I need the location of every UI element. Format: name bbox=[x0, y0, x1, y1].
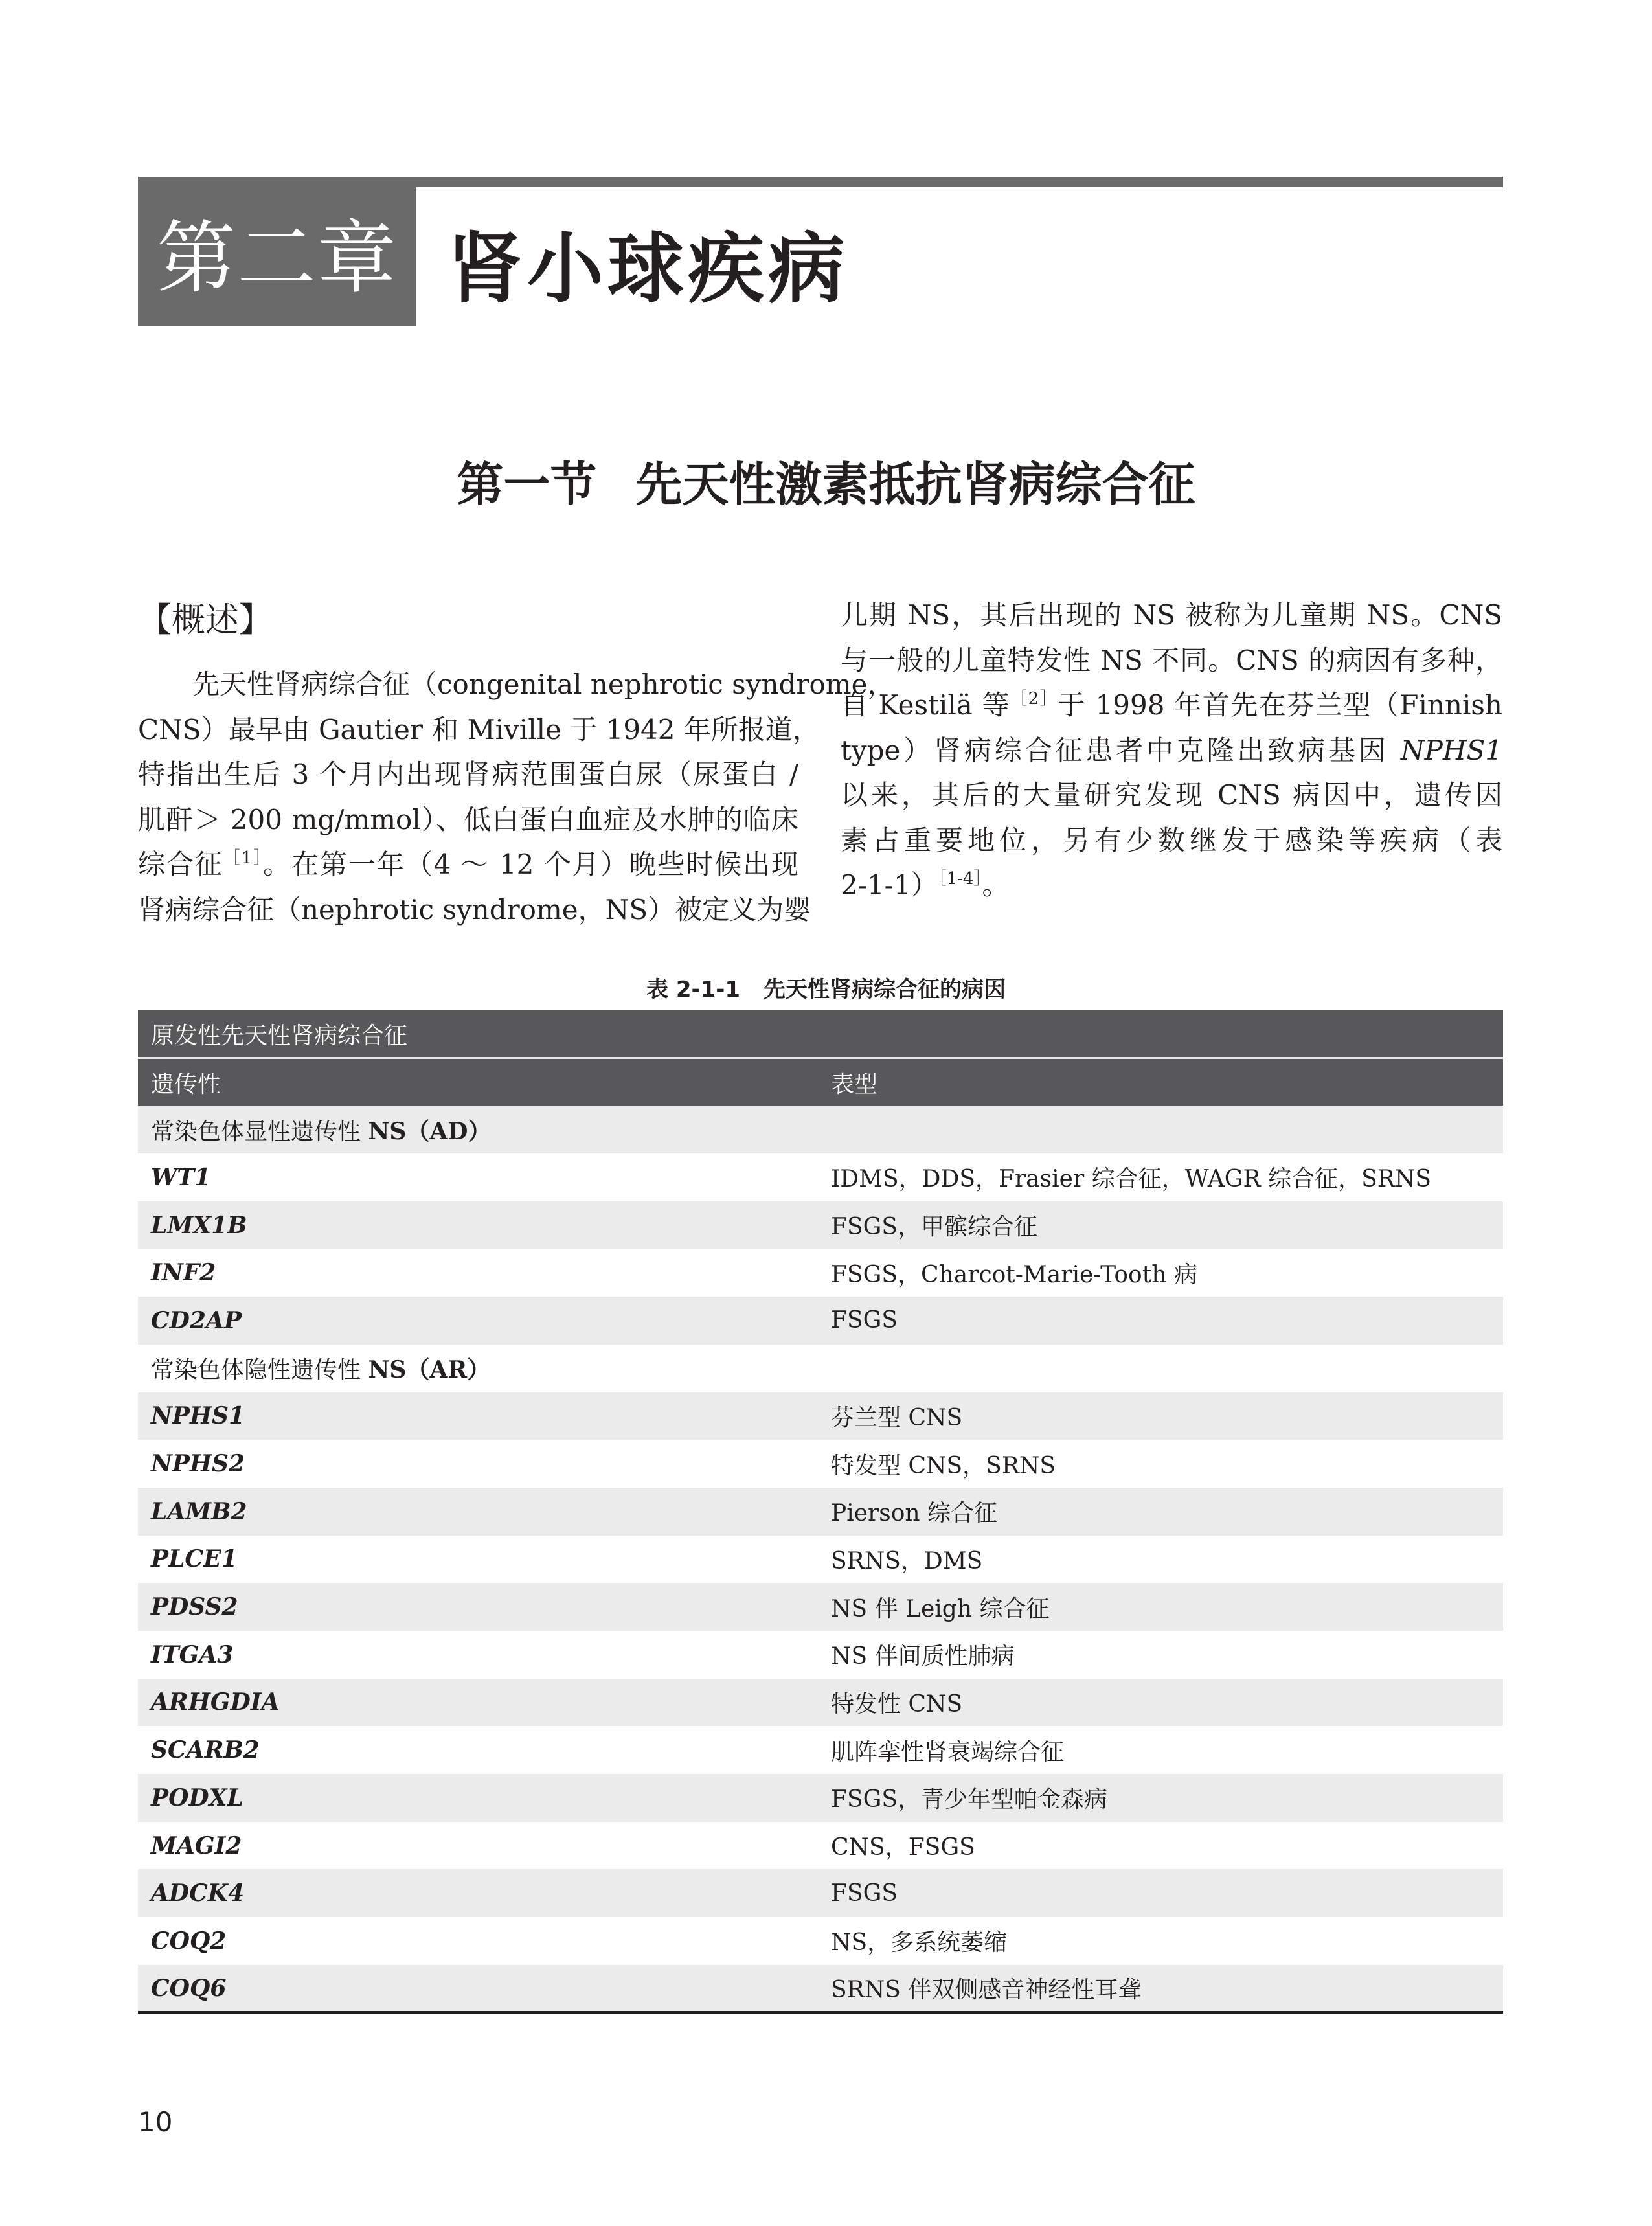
paragraph-line: CNS）最早由 Gautier 和 Miville 于 1942 年所报道， bbox=[138, 713, 820, 745]
phenotype-cell: FSGS，甲髌综合征 bbox=[818, 1201, 1503, 1249]
table-row bbox=[138, 1392, 1503, 1440]
paragraph-line: 素占重要地位，另有少数继发于感染等疾病（表 bbox=[841, 824, 1502, 856]
paragraph-text: 于 1998 年首先在芬兰型（Finnish bbox=[1058, 689, 1502, 721]
group-label-prefix: 常染色体隐性遗传性 bbox=[151, 1357, 361, 1384]
table-group-row bbox=[138, 1345, 1503, 1392]
table-column-header-row bbox=[138, 1058, 1503, 1106]
etiology-table bbox=[138, 1010, 1503, 2014]
table-top-header-row bbox=[138, 1010, 1503, 1058]
table-row bbox=[138, 1201, 1503, 1249]
citation-ref: ［1］ bbox=[223, 848, 264, 868]
gene-cell: MAGI2 bbox=[138, 1822, 818, 1870]
group-label bbox=[138, 1345, 1503, 1392]
table-row bbox=[138, 1153, 1503, 1201]
gene-name: NPHS1 bbox=[1400, 734, 1502, 766]
phenotype-cell: CNS，FSGS bbox=[818, 1822, 1503, 1870]
gene-cell: ARHGDIA bbox=[138, 1679, 818, 1727]
table-row bbox=[138, 1965, 1503, 2013]
section-title bbox=[0, 447, 1652, 514]
paragraph-text: 综合征 bbox=[138, 848, 223, 880]
group-label bbox=[138, 1106, 1503, 1153]
paragraph-line: 肾病综合征（nephrotic syndrome，NS）被定义为婴 bbox=[138, 893, 811, 926]
page-number: 10 bbox=[138, 2106, 173, 2138]
phenotype-cell: FSGS，青少年型帕金森病 bbox=[818, 1774, 1503, 1822]
phenotype-cell: NS，多系统萎缩 bbox=[818, 1917, 1503, 1965]
paragraph-text: type）肾病综合征患者中克隆出致病基因 bbox=[841, 734, 1389, 766]
phenotype-cell: NS 伴间质性肺病 bbox=[818, 1631, 1503, 1679]
gene-cell: PDSS2 bbox=[138, 1583, 818, 1631]
table-row bbox=[138, 1249, 1503, 1297]
chapter-title: 肾小球疾病 bbox=[447, 223, 849, 313]
paragraph-text: 2-1-1） bbox=[841, 869, 938, 901]
overview-right-column bbox=[841, 593, 1502, 908]
gene-cell: PLCE1 bbox=[138, 1536, 818, 1584]
paragraph-line: 与一般的儿童特发性 NS 不同。CNS 的病因有多种， bbox=[841, 644, 1502, 676]
phenotype-cell: Pierson 综合征 bbox=[818, 1488, 1503, 1536]
gene-cell: LMX1B bbox=[138, 1201, 818, 1249]
phenotype-cell: 特发型 CNS，SRNS bbox=[818, 1440, 1503, 1488]
phenotype-cell: SRNS 伴双侧感音神经性耳聋 bbox=[818, 1965, 1503, 2013]
paragraph-text: 。在第一年（4 ～ 12 个月）晚些时候出现 bbox=[263, 848, 798, 880]
table-group-row bbox=[138, 1106, 1503, 1153]
group-label-suffix: NS（AD） bbox=[368, 1117, 492, 1145]
phenotype-cell: 特发性 CNS bbox=[818, 1679, 1503, 1727]
paragraph-text: 。 bbox=[982, 869, 1010, 901]
phenotype-cell: NS 伴 Leigh 综合征 bbox=[818, 1583, 1503, 1631]
paragraph-line: 先天性肾病综合征（congenital nephrotic syndrome， bbox=[192, 668, 895, 700]
group-label-suffix: NS（AR） bbox=[368, 1356, 491, 1384]
table-title: 先天性肾病综合征的病因 bbox=[764, 977, 1006, 1003]
citation-ref: ［1-4］ bbox=[938, 869, 982, 889]
citation-ref: ［2］ bbox=[1010, 689, 1058, 709]
paragraph-line: 以来，其后的大量研究发现 CNS 病因中，遗传因 bbox=[841, 779, 1502, 811]
section-label: 第一节 bbox=[457, 457, 597, 512]
paragraph-line bbox=[138, 842, 798, 887]
gene-cell: SCARB2 bbox=[138, 1726, 818, 1774]
table-caption bbox=[0, 971, 1652, 1003]
table-row bbox=[138, 1726, 1503, 1774]
table-row bbox=[138, 1583, 1503, 1631]
table-row bbox=[138, 1536, 1503, 1584]
table-top-header: 原发性先天性肾病综合征 bbox=[138, 1010, 1503, 1058]
table-row bbox=[138, 1488, 1503, 1536]
gene-cell: NPHS1 bbox=[138, 1392, 818, 1440]
chapter-label: 第二章 bbox=[138, 177, 416, 326]
paragraph-text: 自 Kestilä 等 bbox=[841, 689, 1011, 721]
table-number: 表 2-1-1 bbox=[646, 977, 741, 1003]
phenotype-cell: 肌阵挛性肾衰竭综合征 bbox=[818, 1726, 1503, 1774]
table-row bbox=[138, 1297, 1503, 1345]
table-row bbox=[138, 1631, 1503, 1679]
paragraph-line bbox=[841, 683, 1502, 728]
gene-cell: WT1 bbox=[138, 1153, 818, 1201]
phenotype-cell: SRNS，DMS bbox=[818, 1536, 1503, 1584]
gene-cell: ITGA3 bbox=[138, 1631, 818, 1679]
gene-cell: INF2 bbox=[138, 1249, 818, 1297]
table-row bbox=[138, 1917, 1503, 1965]
paragraph-line: 儿期 NS，其后出现的 NS 被称为儿童期 NS。CNS bbox=[841, 599, 1502, 631]
table-row bbox=[138, 1440, 1503, 1488]
gene-cell: ADCK4 bbox=[138, 1869, 818, 1917]
column-header-phenotype: 表型 bbox=[818, 1058, 1503, 1106]
paragraph-line: 特指出生后 3 个月内出现肾病范围蛋白尿（尿蛋白 / bbox=[138, 758, 798, 790]
gene-cell: PODXL bbox=[138, 1774, 818, 1822]
gene-cell: COQ2 bbox=[138, 1917, 818, 1965]
paragraph-line bbox=[841, 728, 1502, 773]
gene-cell: COQ6 bbox=[138, 1965, 818, 2013]
paragraph-line: 肌酐＞ 200 mg/mmol）、低白蛋白血症及水肿的临床 bbox=[138, 803, 798, 835]
table-row bbox=[138, 1822, 1503, 1870]
section-name: 先天性激素抵抗肾病综合征 bbox=[635, 457, 1195, 512]
phenotype-cell: 芬兰型 CNS bbox=[818, 1392, 1503, 1440]
table-row bbox=[138, 1869, 1503, 1917]
overview-heading: 【概述】 bbox=[138, 601, 273, 640]
gene-cell: NPHS2 bbox=[138, 1440, 818, 1488]
gene-cell: CD2AP bbox=[138, 1297, 818, 1345]
table-row bbox=[138, 1774, 1503, 1822]
phenotype-cell: IDMS，DDS，Frasier 综合征，WAGR 综合征，SRNS bbox=[818, 1153, 1503, 1201]
gene-cell: LAMB2 bbox=[138, 1488, 818, 1536]
phenotype-cell: FSGS bbox=[818, 1869, 1503, 1917]
paragraph-line bbox=[841, 863, 1502, 908]
column-header-heredity: 遗传性 bbox=[138, 1058, 818, 1106]
phenotype-cell: FSGS bbox=[818, 1297, 1503, 1345]
table-row bbox=[138, 1679, 1503, 1727]
group-label-prefix: 常染色体显性遗传性 bbox=[151, 1118, 361, 1145]
phenotype-cell: FSGS，Charcot-Marie-Tooth 病 bbox=[818, 1249, 1503, 1297]
